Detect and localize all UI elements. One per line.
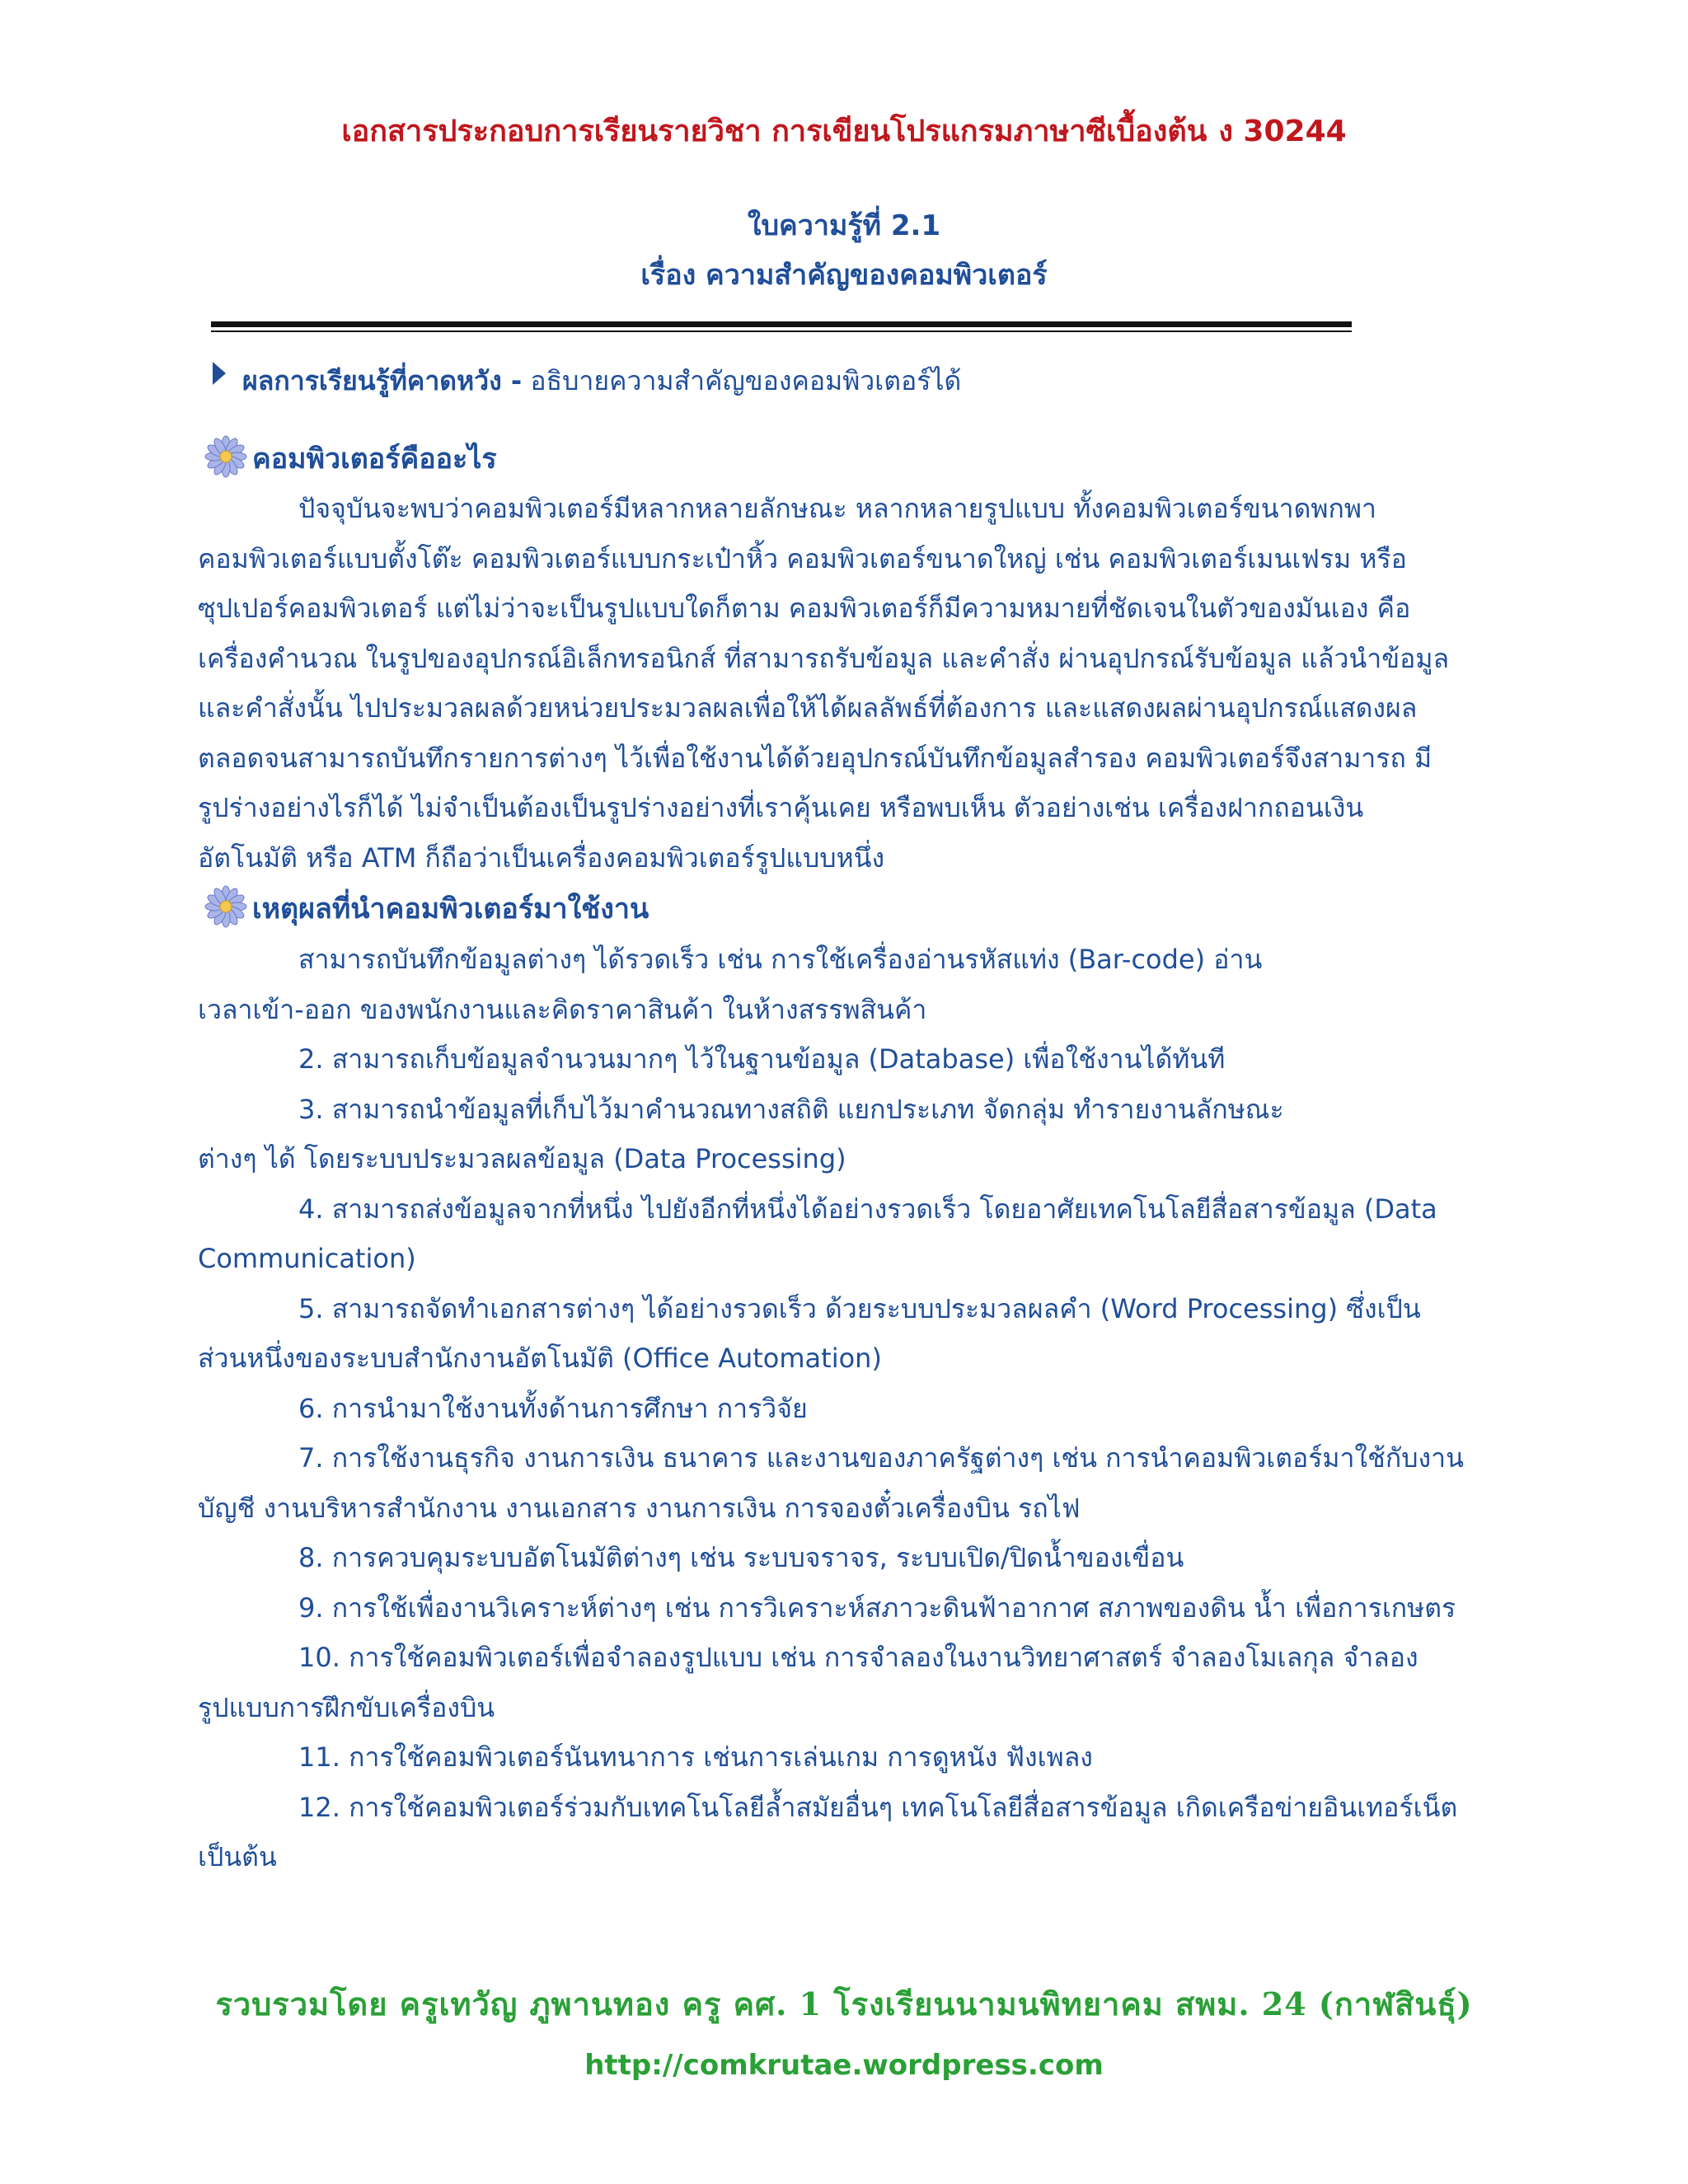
paragraph-line: อัตโนมัติ หรือ ATM ก็ถือว่าเป็นเครื่องคอมพิวเตอร์รูปแบบหนึ่ง [198, 841, 885, 874]
footer-credit: รวบรวมโดย ครูเทวัญ ภูพานทอง ครู คศ. 1 โรงเรียนนามนพิทยาคม สพม. 24 (กาฬสินธุ์) [215, 1985, 1473, 2022]
section-what-is-computer-body [198, 484, 1484, 883]
list-item: 4. สามารถส่งข้อมูลจากที่หนึ่ง ไปยังอีกที่หนึ่งได้อย่างรวดเร็ว โดยอาศัยเทคโนโลยีสื่อสารข้อมูล (Data [298, 1193, 1437, 1225]
list-item: 12. การใช้คอมพิวเตอร์ร่วมกับเทคโนโลยีล้ำสมัยอื่นๆ เทคโนโลยีสื่อสารข้อมูล เกิดเครือข่ายอินเทอร์เน็ต [298, 1791, 1458, 1823]
paragraph-line: รูปร่างอย่างไรก็ได้ ไม่จำเป็นต้องเป็นรูปร่างอย่างที่เราคุ้นเคย หรือพบเห็น ตัวอย่างเช่น เครื่องฝากถอนเงิน [198, 792, 1364, 823]
section-heading-reasons [203, 883, 649, 934]
list-item: 7. การใช้งานธุรกิจ งานการเงิน ธนาคาร และงานของภาครัฐต่างๆ เช่น การนำคอมพิวเตอร์มาใช้กับงาน [298, 1442, 1464, 1474]
list-item: 9. การใช้เพื่องานวิเคราะห์ต่างๆ เช่น การวิเคราะห์สภาวะดินฟ้าอากาศ สภาพของดิน น้ำ เพื่อการเกษตร [298, 1591, 1456, 1624]
divider-thick [211, 321, 1352, 327]
sheet-heading [0, 201, 1688, 300]
course-code: ง 30244 [1218, 115, 1347, 148]
course-title: เอกสารประกอบการเรียนรายวิชา การเขียนโปรแกรมภาษาซีเบื้องต้น [341, 115, 1207, 148]
paragraph-line: ตลอดจนสามารถบันทึกรายการต่างๆ ไว้เพื่อใช้งานได้ด้วยอุปกรณ์บันทึกข้อมูลสำรอง คอมพิวเตอร์จึงสามารถ มี [198, 742, 1432, 774]
outcome-label: ผลการเรียนรู้ที่คาดหวัง - [242, 365, 523, 396]
section-heading-what-is-computer [203, 434, 497, 484]
list-item: 3. สามารถนำข้อมูลที่เก็บไว้มาคำนวณทางสถิติ แยกประเภท จัดกลุ่ม ทำรายงานลักษณะ [298, 1093, 1284, 1125]
list-item: 11. การใช้คอมพิวเตอร์นันทนาการ เช่นการเล่นเกม การดูหนัง ฟังเพลง [298, 1741, 1093, 1773]
list-item: 10. การใช้คอมพิวเตอร์เพื่อจำลองรูปแบบ เช่น การจำลองในงานวิทยาศาสตร์ จำลองโมเลกุล จำลอง [298, 1642, 1418, 1673]
sheet-number: ใบความรู้ที่ 2.1 [747, 209, 941, 242]
list-item-continuation: ต่างๆ ได้ โดยระบบประมวลผลข้อมูล (Data Processing) [198, 1143, 846, 1174]
paragraph-line: คอมพิวเตอร์แบบตั้งโต๊ะ คอมพิวเตอร์แบบกระเป๋าหิ้ว คอมพิวเตอร์ขนาดใหญ่ เช่น คอมพิวเตอร์เมนเฟรม หรือ [198, 542, 1407, 574]
paragraph-line: เครื่องคำนวณ ในรูปของอุปกรณ์อิเล็กทรอนิกส์ ที่สามารถรับข้อมูล และคำสั่ง ผ่านอุปกรณ์รับข้อมูล แล้วนำข้อมูล [198, 642, 1450, 674]
list-item: 5. สามารถจัดทำเอกสารต่างๆ ได้อย่างรวดเร็ว ด้วยระบบประมวลผลคำ (Word Processing) ซึ่งเป็น [298, 1292, 1421, 1324]
list-item-continuation: Communication) [198, 1243, 416, 1274]
outcome-text: อธิบายความสำคัญของคอมพิวเตอร์ได้ [530, 365, 962, 396]
paragraph-line: และคำสั่งนั้น ไปประมวลผลด้วยหน่วยประมวลผลเพื่อให้ได้ผลลัพธ์ที่ต้องการ และแสดงผลผ่านอุปกรณ์แสดงผล [198, 692, 1418, 724]
list-item-continuation: บัญชี งานบริหารสำนักงาน งานเอกสาร งานการเงิน การจองตั๋วเครื่องบิน รถไฟ [198, 1492, 1081, 1524]
document-title [0, 109, 1688, 155]
paragraph-line: ซุปเปอร์คอมพิวเตอร์ แต่ไม่ว่าจะเป็นรูปแบบใดก็ตาม คอมพิวเตอร์ก็มีความหมายที่ชัดเจนในตัวของมันเอง คือ [198, 593, 1411, 624]
list-item-continuation: รูปแบบการฝึกขับเครื่องบิน [198, 1691, 495, 1723]
bullet-arrow-icon [213, 362, 226, 385]
paragraph-line: ปัจจุบันจะพบว่าคอมพิวเตอร์มีหลากหลายลักษณะ หลากหลายรูปแบบ ทั้งคอมพิวเตอร์ขนาดพกพา [298, 493, 1376, 524]
sheet-subject: เรื่อง ความสำคัญของคอมพิวเตอร์ [640, 259, 1048, 292]
list-item-continuation: ส่วนหนึ่งของระบบสำนักงานอัตโนมัติ (Office Automation) [198, 1343, 882, 1374]
list-item-continuation: เวลาเข้า-ออก ของพนักงานและคิดราคาสินค้า ในห้างสรรพสินค้า [198, 993, 927, 1025]
flower-bullet-icon [203, 434, 249, 480]
learning-outcome [213, 356, 961, 405]
double-divider [211, 321, 1352, 333]
divider-thin [211, 330, 1352, 332]
list-item: 2. สามารถเก็บข้อมูลจำนวนมากๆ ไว้ในฐานข้อมูล (Database) เพื่อใช้งานได้ทันที [298, 1043, 1226, 1075]
section-heading-text: คอมพิวเตอร์คืออะไร [252, 443, 497, 476]
section-heading-text: เหตุผลที่นำคอมพิวเตอร์มาใช้งาน [252, 893, 649, 926]
list-item-continuation: เป็นต้น [198, 1841, 277, 1872]
list-item: สามารถบันทึกข้อมูลต่างๆ ได้รวดเร็ว เช่น การใช้เครื่องอ่านรหัสแท่ง (Bar-code) อ่าน [298, 944, 1263, 975]
list-item: 6. การนำมาใช้งานทั้งด้านการศึกษา การวิจัย [298, 1392, 808, 1424]
footer-url-link[interactable]: http://comkrutae.wordpress.com [584, 2049, 1104, 2082]
list-item: 8. การควบคุมระบบอัตโนมัติต่างๆ เช่น ระบบจราจร, ระบบเปิด/ปิดน้ำของเขื่อน [298, 1542, 1184, 1573]
flower-bullet-icon [203, 883, 249, 930]
section-reasons-body [198, 935, 1484, 1882]
